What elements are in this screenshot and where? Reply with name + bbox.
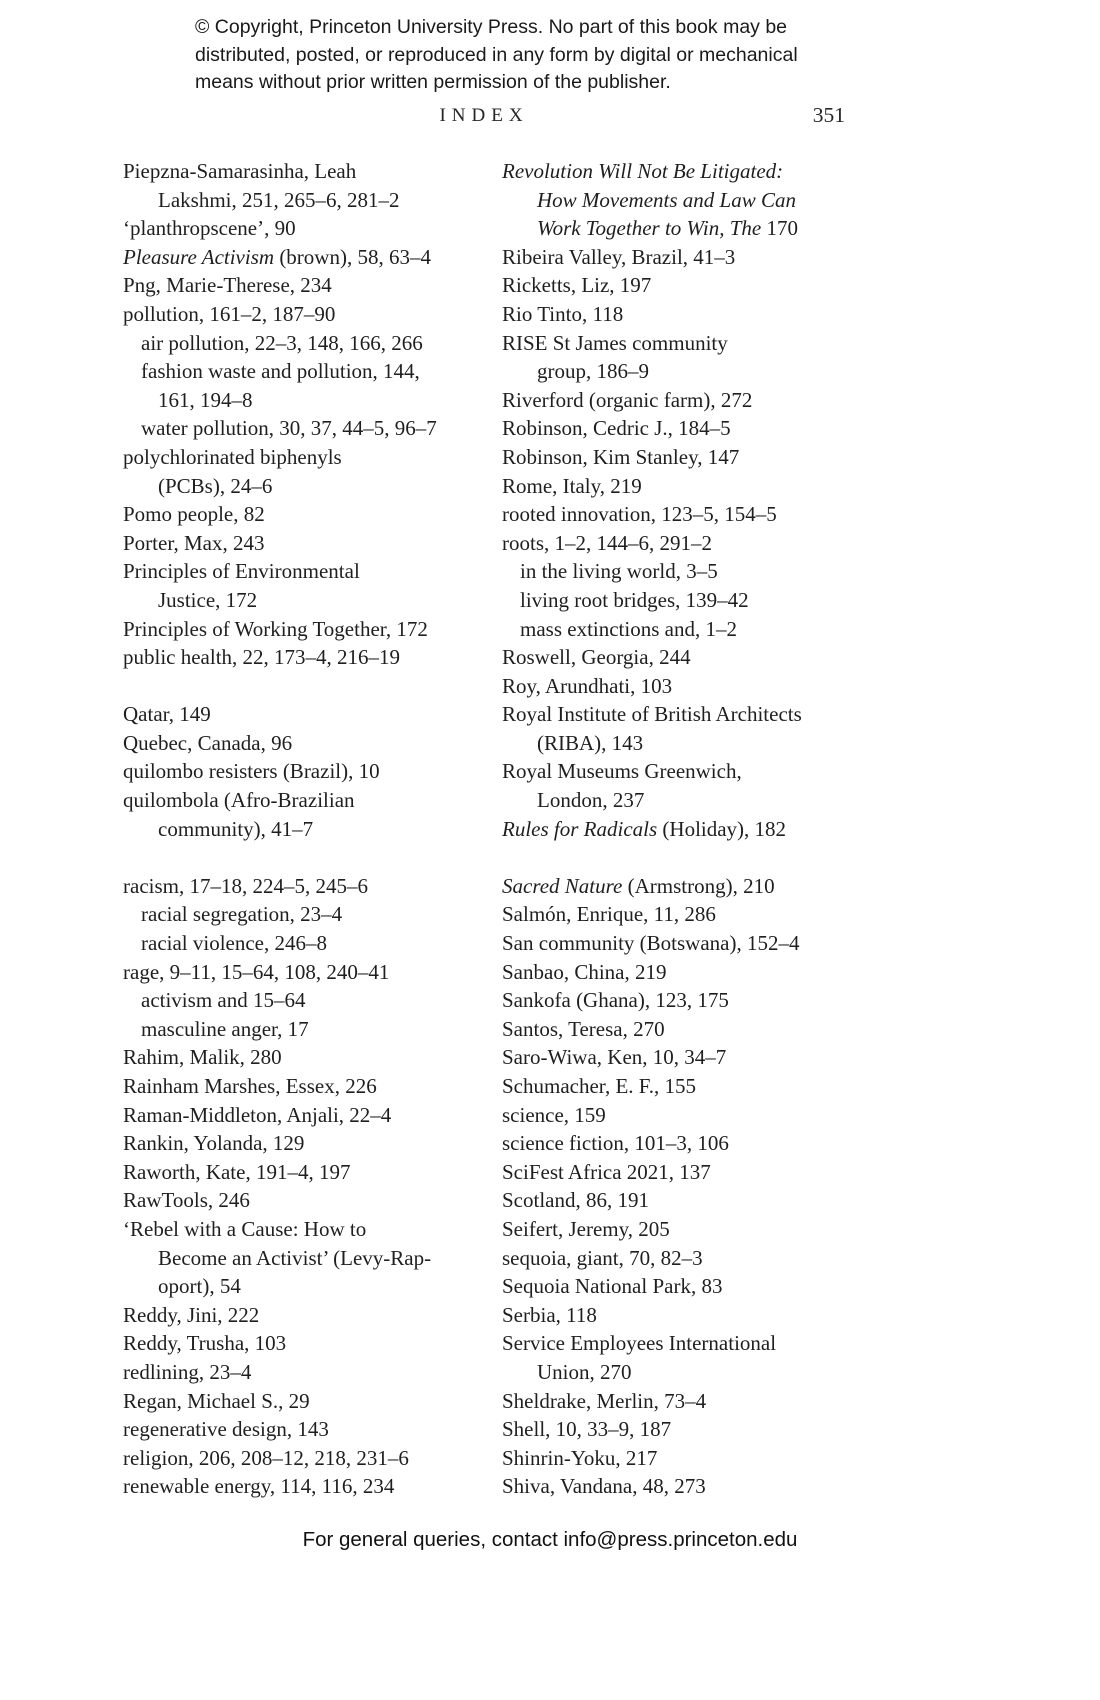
- index-entry: [123, 1215, 483, 1301]
- entry-group-gap: [502, 843, 862, 872]
- italic-title-text: Rules for Radicals: [502, 816, 658, 841]
- index-entry-line: [502, 643, 862, 672]
- index-entry-line: [123, 357, 483, 386]
- entry-text: quilombo resisters (Brazil), 10: [123, 759, 380, 784]
- index-entry-line: [123, 1101, 483, 1130]
- index-body: [123, 157, 862, 1501]
- italic-title-text: How Movements and Law Can: [537, 187, 796, 212]
- entry-text: Pomo people, 82: [123, 502, 265, 527]
- index-entry: [502, 1101, 862, 1130]
- entry-text: San community (Botswana), 152–4: [502, 931, 800, 956]
- index-entry-line: [502, 472, 862, 501]
- entry-text: Robinson, Cedric J., 184–5: [502, 416, 731, 441]
- index-entry: [123, 700, 483, 729]
- entry-text: 161, 194–8: [158, 387, 253, 412]
- index-entry-line: [123, 1472, 483, 1501]
- index-entry: [123, 1415, 483, 1444]
- index-entry: [502, 1072, 862, 1101]
- copyright-line: means without prior written permission of the publisher.: [195, 71, 671, 93]
- entry-text: Shell, 10, 33–9, 187: [502, 1417, 672, 1442]
- entry-text: Rankin, Yolanda, 129: [123, 1131, 305, 1156]
- entry-text: Reddy, Jini, 222: [123, 1302, 260, 1327]
- index-entry-line: [123, 1043, 483, 1072]
- index-entry-line: [502, 529, 862, 558]
- index-entry-line: [502, 414, 862, 443]
- copyright-line: © Copyright, Princeton University Press. No part of this book may be: [195, 16, 788, 38]
- copyright-line: distributed, posted, or reproduced in any form by digital or mechanical: [195, 43, 798, 66]
- entry-text: 170: [761, 216, 798, 241]
- entry-text: oport), 54: [158, 1274, 241, 1299]
- entry-text: RawTools, 246: [123, 1188, 250, 1213]
- index-entry-line: [123, 1358, 483, 1387]
- entry-text: Rainham Marshes, Essex, 226: [123, 1074, 377, 1098]
- index-entry: [502, 1329, 862, 1386]
- entry-text: Principles of Working Together, 172: [123, 616, 428, 641]
- entry-text: RISE St James community: [502, 330, 728, 355]
- index-entry-line: [123, 1272, 483, 1301]
- index-entry: [123, 1301, 483, 1330]
- index-entry-line: [123, 557, 483, 586]
- index-subentry: [502, 586, 862, 615]
- entry-text: Saro-Wiwa, Ken, 10, 34–7: [502, 1045, 727, 1070]
- index-entry: [123, 872, 483, 901]
- index-entry-line: [123, 1186, 483, 1215]
- index-entry-line: [123, 414, 483, 443]
- entry-text: regenerative design, 143: [123, 1417, 329, 1442]
- index-entry-line: [502, 157, 862, 186]
- entry-text: Raman-Middleton, Anjali, 22–4: [123, 1102, 392, 1127]
- index-entry-line: [123, 1015, 483, 1044]
- index-entry-line: [123, 329, 483, 358]
- entry-text: London, 237: [537, 788, 645, 813]
- entry-text: Schumacher, E. F., 155: [502, 1074, 697, 1098]
- index-entry: [123, 243, 483, 272]
- index-entry: [123, 786, 483, 843]
- index-entry-line: [123, 500, 483, 529]
- index-entry-line: [502, 1301, 862, 1330]
- entry-text: Shiva, Vandana, 48, 273: [502, 1474, 706, 1499]
- entry-text: ‘planthropscene’, 90: [123, 216, 296, 241]
- entry-text: Principles of Environmental: [123, 559, 360, 584]
- entry-text: Become an Activist’ (Levy-Rap-: [158, 1245, 432, 1270]
- index-subentry: [502, 557, 862, 586]
- index-entry: [502, 1244, 862, 1273]
- index-entry-line: [123, 643, 483, 672]
- entry-text: Santos, Teresa, 270: [502, 1016, 665, 1041]
- entry-text: air pollution, 22–3, 148, 166, 266: [141, 330, 423, 355]
- index-entry: [123, 1158, 483, 1187]
- entry-text: Royal Museums Greenwich,: [502, 759, 742, 784]
- copyright-notice: [195, 14, 875, 97]
- index-entry: [123, 300, 483, 329]
- index-entry: [123, 443, 483, 500]
- index-entry-line: [123, 214, 483, 243]
- index-entry: [502, 1158, 862, 1187]
- entry-text: fashion waste and pollution, 144,: [141, 359, 420, 384]
- index-entry: [502, 986, 862, 1015]
- index-entry: [123, 1072, 483, 1101]
- index-subentry: [123, 414, 483, 443]
- index-subentry: [123, 929, 483, 958]
- index-entry: [502, 672, 862, 701]
- index-entry: [502, 900, 862, 929]
- index-subentry: [123, 329, 483, 358]
- index-entry: [502, 243, 862, 272]
- index-entry-line: [123, 900, 483, 929]
- index-entry-line: [502, 557, 862, 586]
- entry-text: Scotland, 86, 191: [502, 1188, 649, 1213]
- index-entry-line: [502, 243, 862, 272]
- index-entry-line: [502, 386, 862, 415]
- index-entry-line: [123, 729, 483, 758]
- index-entry: [123, 157, 483, 214]
- italic-title-text: Revolution Will Not Be Litigated:: [502, 159, 784, 183]
- index-entry-line: [123, 243, 483, 272]
- index-entry-line: [123, 529, 483, 558]
- entry-text: Sheldrake, Merlin, 73–4: [502, 1388, 707, 1413]
- entry-group-gap: [123, 672, 483, 701]
- italic-title-text: Sacred Nature: [502, 873, 623, 898]
- index-entry-line: [502, 1415, 862, 1444]
- index-entry-line: [123, 1129, 483, 1158]
- entry-text: Reddy, Trusha, 103: [123, 1331, 287, 1356]
- index-entry: [123, 1186, 483, 1215]
- entry-text: rooted innovation, 123–5, 154–5: [502, 502, 777, 527]
- index-entry-line: [502, 1101, 862, 1130]
- index-entry-line: [123, 1444, 483, 1473]
- index-entry-line: [502, 1158, 862, 1187]
- index-entry-line: [502, 271, 862, 300]
- index-entry: [123, 1129, 483, 1158]
- entry-text: Rome, Italy, 219: [502, 473, 642, 498]
- index-entry: [502, 157, 862, 243]
- index-entry: [502, 1444, 862, 1473]
- index-entry-line: [123, 271, 483, 300]
- index-entry: [123, 271, 483, 300]
- index-entry-line: [123, 586, 483, 615]
- entry-text: Porter, Max, 243: [123, 530, 265, 555]
- index-entry: [123, 643, 483, 672]
- entry-text: ‘Rebel with a Cause: How to: [123, 1216, 367, 1241]
- entry-text: Robinson, Kim Stanley, 147: [502, 444, 740, 469]
- index-subentry: [123, 1015, 483, 1044]
- index-entry: [123, 557, 483, 614]
- index-entry-line: [123, 986, 483, 1015]
- index-entry-line: [502, 1387, 862, 1416]
- index-entry-line: [502, 1186, 862, 1215]
- index-subentry: [123, 900, 483, 929]
- index-entry-line: [502, 1244, 862, 1273]
- footer-query-note: For general queries, contact info@press.princeton.edu: [302, 1528, 798, 1551]
- index-entry-line: [502, 329, 862, 358]
- index-entry: [502, 1015, 862, 1044]
- index-entry-line: [502, 815, 862, 844]
- entry-text: roots, 1–2, 144–6, 291–2: [502, 530, 712, 555]
- index-entry-line: [123, 958, 483, 987]
- entry-text: Service Employees International: [502, 1331, 777, 1356]
- entry-text: pollution, 161–2, 187–90: [123, 301, 336, 326]
- entry-text: racial violence, 246–8: [141, 931, 328, 956]
- entry-text: community), 41–7: [158, 816, 314, 841]
- index-subentry: [123, 357, 483, 414]
- index-entry-line: [502, 672, 862, 701]
- index-entry: [123, 1444, 483, 1473]
- index-entry: [502, 643, 862, 672]
- entry-text: rage, 9–11, 15–64, 108, 240–41: [123, 959, 390, 984]
- index-entry-line: [502, 1129, 862, 1158]
- entry-text: Raworth, Kate, 191–4, 197: [123, 1159, 351, 1184]
- index-entry-line: [123, 1387, 483, 1416]
- entry-text: Rio Tinto, 118: [502, 301, 624, 326]
- index-entry-line: [123, 757, 483, 786]
- index-entry: [502, 472, 862, 501]
- index-entry: [502, 529, 862, 558]
- index-entry-line: [502, 1472, 862, 1501]
- index-entry: [502, 1129, 862, 1158]
- index-entry-line: [502, 586, 862, 615]
- entry-text: Png, Marie-Therese, 234: [123, 273, 332, 298]
- index-entry: [502, 329, 862, 386]
- index-entry: [123, 529, 483, 558]
- entry-text: Union, 270: [537, 1359, 632, 1384]
- index-entry: [123, 214, 483, 243]
- index-entry: [502, 1186, 862, 1215]
- index-entry: [502, 500, 862, 529]
- entry-text: (RIBA), 143: [537, 730, 644, 755]
- entry-text: Shinrin-Yoku, 217: [502, 1445, 658, 1470]
- index-entry: [502, 815, 862, 844]
- index-column-left: [123, 157, 483, 1501]
- index-entry: [123, 1358, 483, 1387]
- entry-text: public health, 22, 173–4, 216–19: [123, 645, 401, 670]
- index-entry: [123, 500, 483, 529]
- index-entry-line: [502, 986, 862, 1015]
- entry-text: Riverford (organic farm), 272: [502, 387, 753, 412]
- entry-text: Ricketts, Liz, 197: [502, 273, 652, 298]
- index-entry: [502, 386, 862, 415]
- index-entry-line: [123, 786, 483, 815]
- index-column-right: [502, 157, 862, 1501]
- index-entry: [502, 958, 862, 987]
- entry-text: SciFest Africa 2021, 137: [502, 1159, 711, 1184]
- entry-text: Lakshmi, 251, 265–6, 281–2: [158, 187, 400, 212]
- index-entry-line: [123, 815, 483, 844]
- entry-text: Rahim, Malik, 280: [123, 1045, 282, 1070]
- index-entry-line: [502, 1272, 862, 1301]
- entry-text: polychlorinated biphenyls: [123, 444, 342, 469]
- entry-text: activism and 15–64: [141, 988, 306, 1013]
- index-entry: [123, 615, 483, 644]
- entry-text: quilombola (Afro-Brazilian: [123, 788, 355, 813]
- entry-text: Quebec, Canada, 96: [123, 730, 293, 755]
- index-entry: [123, 958, 483, 987]
- index-entry-line: [123, 472, 483, 501]
- entry-text: living root bridges, 139–42: [520, 587, 749, 612]
- entry-text: science fiction, 101–3, 106: [502, 1131, 729, 1156]
- entry-text: Sankofa (Ghana), 123, 175: [502, 988, 729, 1013]
- index-entry-line: [123, 615, 483, 644]
- entry-text: racism, 17–18, 224–5, 245–6: [123, 873, 368, 898]
- index-entry-line: [123, 1158, 483, 1187]
- index-entry: [502, 872, 862, 901]
- index-entry: [502, 757, 862, 814]
- index-entry-line: [123, 300, 483, 329]
- index-entry: [502, 271, 862, 300]
- entry-text: in the living world, 3–5: [520, 559, 718, 584]
- index-entry-line: [123, 929, 483, 958]
- entry-text: (PCBs), 24–6: [158, 473, 273, 498]
- index-entry-line: [502, 443, 862, 472]
- index-entry-line: [502, 500, 862, 529]
- index-entry-line: [123, 1072, 483, 1101]
- index-entry-line: [502, 1043, 862, 1072]
- index-entry: [123, 1101, 483, 1130]
- italic-title-text: Pleasure Activism: [123, 244, 275, 269]
- entry-text: Sequoia National Park, 83: [502, 1274, 723, 1299]
- index-entry: [123, 1043, 483, 1072]
- index-subentry: [502, 615, 862, 644]
- index-entry: [502, 443, 862, 472]
- index-entry-line: [502, 1015, 862, 1044]
- index-entry: [502, 300, 862, 329]
- index-entry-line: [502, 1215, 862, 1244]
- index-entry-line: [502, 786, 862, 815]
- index-entry-line: [502, 615, 862, 644]
- index-entry-line: [502, 186, 862, 215]
- entry-text: renewable energy, 114, 116, 234: [123, 1474, 395, 1499]
- index-title: INDEX: [439, 105, 529, 126]
- index-entry: [502, 1387, 862, 1416]
- index-entry: [123, 1472, 483, 1501]
- index-entry-line: [123, 386, 483, 415]
- index-entry: [123, 757, 483, 786]
- entry-text: Royal Institute of British Architects: [502, 702, 802, 727]
- entry-text: (brown), 58, 63–4: [274, 244, 431, 269]
- entry-text: (Holiday), 182: [657, 816, 787, 841]
- entry-text: mass extinctions and, 1–2: [520, 616, 737, 641]
- page-header: [123, 105, 845, 133]
- index-entry-line: [502, 1072, 862, 1101]
- entry-text: Serbia, 118: [502, 1302, 597, 1327]
- entry-group-gap: [123, 843, 483, 872]
- entry-text: Roswell, Georgia, 244: [502, 645, 691, 670]
- entry-text: Roy, Arundhati, 103: [502, 673, 673, 698]
- index-entry: [502, 1472, 862, 1501]
- index-entry-line: [502, 1444, 862, 1473]
- entry-text: Piepzna-Samarasinha, Leah: [123, 159, 357, 183]
- index-entry-line: [123, 186, 483, 215]
- entry-text: science, 159: [502, 1102, 606, 1127]
- entry-text: Ribeira Valley, Brazil, 41–3: [502, 244, 736, 269]
- index-entry: [123, 1329, 483, 1358]
- index-entry: [502, 1415, 862, 1444]
- index-entry-line: [123, 1329, 483, 1358]
- index-entry: [502, 1272, 862, 1301]
- index-entry-line: [123, 443, 483, 472]
- index-entry-line: [123, 157, 483, 186]
- index-subentry: [123, 986, 483, 1015]
- entry-text: water pollution, 30, 37, 44–5, 96–7: [141, 416, 437, 441]
- entry-text: Qatar, 149: [123, 702, 211, 727]
- entry-text: racial segregation, 23–4: [141, 902, 343, 927]
- index-entry-line: [123, 872, 483, 901]
- index-entry-line: [123, 1215, 483, 1244]
- index-entry-line: [123, 1244, 483, 1273]
- index-entry-line: [502, 757, 862, 786]
- index-entry: [502, 1215, 862, 1244]
- italic-title-text: Work Together to Win, The: [537, 216, 762, 241]
- index-entry-line: [502, 1329, 862, 1358]
- index-entry-line: [502, 357, 862, 386]
- entry-text: Seifert, Jeremy, 205: [502, 1216, 670, 1241]
- entry-text: masculine anger, 17: [141, 1016, 309, 1041]
- index-entry: [502, 1301, 862, 1330]
- index-entry: [123, 1387, 483, 1416]
- entry-text: redlining, 23–4: [123, 1359, 252, 1384]
- index-entry: [502, 414, 862, 443]
- entry-text: Justice, 172: [158, 587, 258, 612]
- index-entry-line: [502, 872, 862, 901]
- index-entry-line: [502, 900, 862, 929]
- index-entry-line: [502, 929, 862, 958]
- index-entry: [502, 929, 862, 958]
- index-entry-line: [502, 214, 862, 243]
- entry-text: Sanbao, China, 219: [502, 959, 667, 984]
- entry-text: sequoia, giant, 70, 82–3: [502, 1245, 703, 1270]
- page-number: 351: [812, 103, 845, 127]
- entry-text: religion, 206, 208–12, 218, 231–6: [123, 1445, 409, 1470]
- index-entry-line: [502, 1358, 862, 1387]
- index-entry-line: [502, 958, 862, 987]
- index-entry: [502, 700, 862, 757]
- entry-text: Regan, Michael S., 29: [123, 1388, 310, 1413]
- index-entry-line: [502, 300, 862, 329]
- entry-text: Salmón, Enrique, 11, 286: [502, 902, 716, 927]
- entry-text: (Armstrong), 210: [622, 873, 775, 898]
- index-entry-line: [123, 1415, 483, 1444]
- entry-text: group, 186–9: [537, 359, 649, 384]
- index-entry-line: [123, 1301, 483, 1330]
- index-entry: [502, 1043, 862, 1072]
- index-entry-line: [502, 700, 862, 729]
- index-entry: [123, 729, 483, 758]
- index-entry-line: [502, 729, 862, 758]
- index-entry-line: [123, 700, 483, 729]
